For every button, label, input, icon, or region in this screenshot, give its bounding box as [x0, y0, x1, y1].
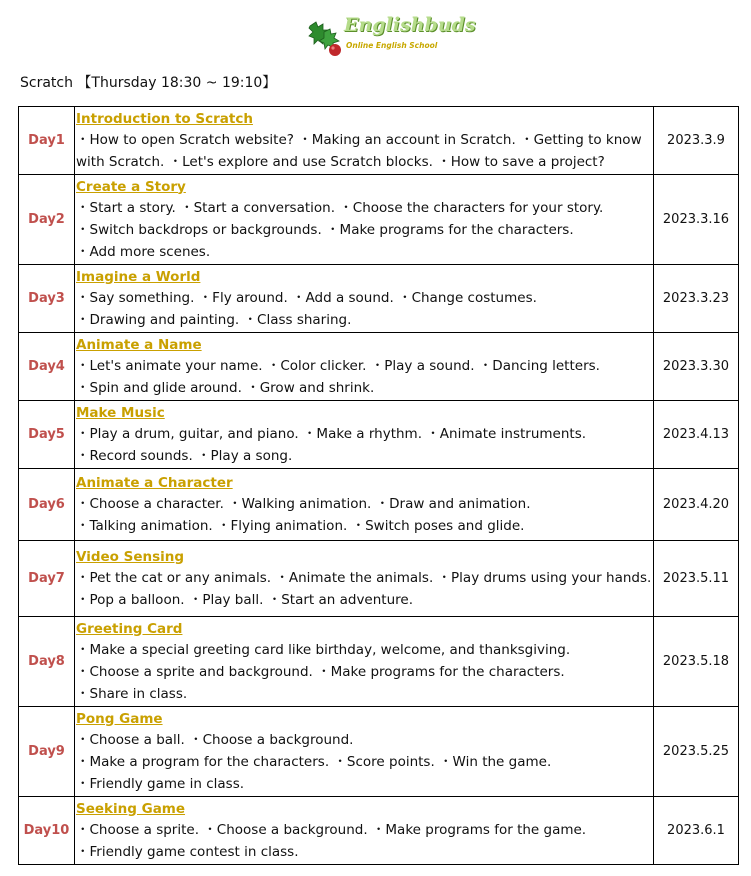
day-label: Day2	[19, 175, 75, 265]
lesson-content	[75, 469, 654, 541]
table-row	[19, 107, 739, 175]
day-label: Day9	[19, 707, 75, 797]
lesson-line: ・Say something. ・Fly around. ・Add a sound. ・Change costumes.	[76, 289, 537, 306]
table-row	[19, 617, 739, 707]
lesson-topic: Video Sensing	[76, 548, 185, 565]
lesson-topic: Pong Game	[76, 710, 163, 727]
day-label: Day1	[19, 107, 75, 175]
lesson-line: ・Spin and glide around. ・Grow and shrink.	[76, 379, 375, 396]
lesson-line: ・Make a special greeting card like birthday, welcome, and thanksgiving.	[76, 641, 571, 658]
lesson-line: ・Play a drum, guitar, and piano. ・Make a rhythm. ・Animate instruments.	[76, 425, 587, 442]
lesson-line: ・How to open Scratch website? ・Making an account in Scratch. ・Getting to know	[76, 131, 642, 148]
table-row	[19, 265, 739, 333]
table-row	[19, 541, 739, 617]
lesson-line: ・Choose a ball. ・Choose a background.	[76, 731, 354, 748]
lesson-line: ・Choose a sprite and background. ・Make programs for the characters.	[76, 663, 565, 680]
day-label: Day8	[19, 617, 75, 707]
lesson-line: ・Friendly game in class.	[76, 775, 245, 792]
schedule-table	[18, 106, 739, 865]
lesson-line: ・Make a program for the characters. ・Score points. ・Win the game.	[76, 753, 552, 770]
day-label: Day4	[19, 333, 75, 401]
lesson-date: 2023.5.25	[654, 707, 739, 797]
day-label: Day6	[19, 469, 75, 541]
lesson-line: ・Pop a balloon. ・Play ball. ・Start an adventure.	[76, 591, 413, 608]
table-row	[19, 469, 739, 541]
day-label: Day5	[19, 401, 75, 469]
lesson-line: ・Pet the cat or any animals. ・Animate the animals. ・Play drums using your hands.	[76, 569, 652, 586]
lesson-content	[75, 333, 654, 401]
lesson-date: 2023.3.16	[654, 175, 739, 265]
lesson-line: ・Let's animate your name. ・Color clicker. ・Play a sound. ・Dancing letters.	[76, 357, 600, 374]
lesson-content	[75, 617, 654, 707]
lesson-content	[75, 401, 654, 469]
lesson-topic: Greeting Card	[76, 620, 183, 637]
lesson-content	[75, 265, 654, 333]
lesson-line: ・Choose a sprite. ・Choose a background. ・Make programs for the game.	[76, 821, 587, 838]
lesson-topic: Make Music	[76, 404, 165, 421]
lesson-topic: Animate a Character	[76, 474, 233, 491]
table-row	[19, 401, 739, 469]
lesson-date: 2023.5.18	[654, 617, 739, 707]
lesson-content	[75, 707, 654, 797]
holly-icon	[306, 16, 346, 58]
lesson-date: 2023.3.30	[654, 333, 739, 401]
lesson-line: ・Add more scenes.	[76, 243, 211, 260]
lesson-line: ・Share in class.	[76, 685, 188, 702]
day-label: Day10	[19, 797, 75, 865]
course-title: Scratch 【Thursday 18:30 ~ 19:10】	[20, 75, 277, 91]
lesson-content	[75, 797, 654, 865]
lesson-date: 2023.6.1	[654, 797, 739, 865]
lesson-topic: Imagine a World	[76, 268, 201, 285]
schedule-body	[19, 107, 739, 865]
lesson-content	[75, 541, 654, 617]
table-row	[19, 797, 739, 865]
lesson-line: ・Switch backdrops or backgrounds. ・Make programs for the characters.	[76, 221, 574, 238]
day-label: Day3	[19, 265, 75, 333]
lesson-line: ・Talking animation. ・Flying animation. ・Switch poses and glide.	[76, 517, 525, 534]
lesson-date: 2023.5.11	[654, 541, 739, 617]
lesson-topic: Animate a Name	[76, 336, 202, 353]
lesson-content	[75, 107, 654, 175]
lesson-line: ・Drawing and painting. ・Class sharing.	[76, 311, 352, 328]
lesson-line: ・Choose a character. ・Walking animation. ・Draw and animation.	[76, 495, 531, 512]
lesson-date: 2023.4.13	[654, 401, 739, 469]
lesson-content	[75, 175, 654, 265]
lesson-topic: Introduction to Scratch	[76, 110, 253, 127]
lesson-topic: Seeking Game	[76, 800, 186, 817]
lesson-topic: Create a Story	[76, 178, 186, 195]
logo	[306, 14, 476, 58]
table-row	[19, 333, 739, 401]
lesson-date: 2023.3.23	[654, 265, 739, 333]
lesson-line: ・Start a story. ・Start a conversation. ・Choose the characters for your story.	[76, 199, 604, 216]
lesson-line: ・Record sounds. ・Play a song.	[76, 447, 293, 464]
lesson-date: 2023.4.20	[654, 469, 739, 541]
table-row	[19, 707, 739, 797]
table-row	[19, 175, 739, 265]
lesson-line: ・Friendly game contest in class.	[76, 843, 299, 860]
logo-title: Englishbuds	[344, 14, 476, 36]
day-label: Day7	[19, 541, 75, 617]
lesson-date: 2023.3.9	[654, 107, 739, 175]
lesson-line: with Scratch. ・Let's explore and use Scratch blocks. ・How to save a project?	[76, 153, 605, 170]
logo-subtitle: Online English School	[346, 41, 438, 50]
